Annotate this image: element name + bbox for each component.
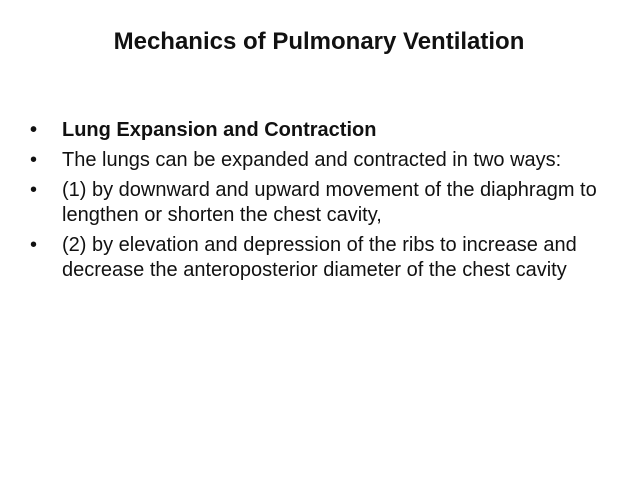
bullet-list [30,118,600,288]
bullet-item [30,148,600,173]
bullet-icon: • [30,119,38,141]
bullet-text: Lung Expansion and Contraction [62,119,377,141]
bullet-icon: • [30,179,38,201]
slide-title: Mechanics of Pulmonary Ventilation [113,28,525,55]
bullet-text: (1) by downward and upward movement of the diaphragm to lengthen or shorten the chest cavity, [62,179,597,226]
bullet-item [30,118,600,143]
bullet-icon: • [30,149,38,171]
bullet-item [30,233,600,283]
bullet-icon: • [30,234,38,256]
bullet-text: (2) by elevation and depression of the ribs to increase and decrease the anteroposterior diameter of the chest cavity [62,234,577,281]
bullet-item [30,178,600,228]
bullet-text: The lungs can be expanded and contracted in two ways: [62,149,562,171]
